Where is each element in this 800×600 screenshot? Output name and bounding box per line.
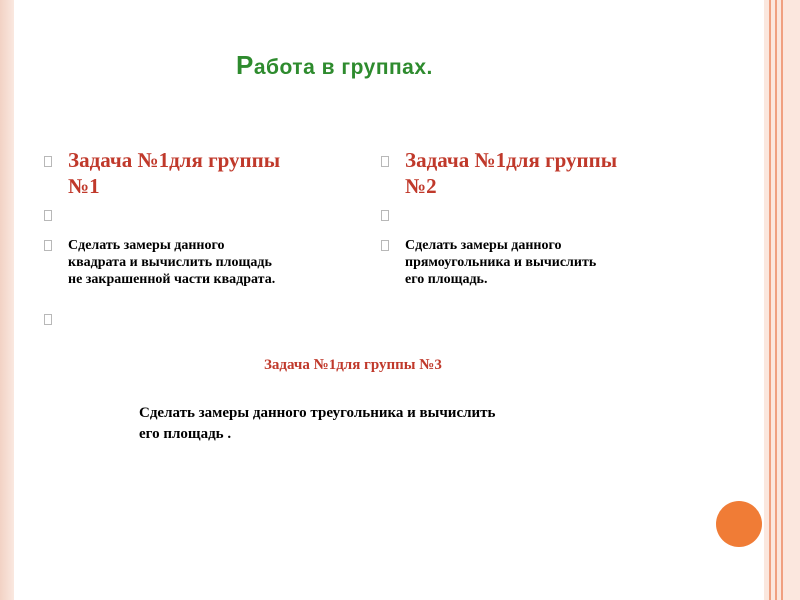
slide-title-first-letter: Р [236,50,254,80]
bullet-icon [44,156,52,167]
group3-task [139,403,495,445]
bullet-icon [381,210,389,221]
group3-task-line2: его площадь . [139,426,232,442]
group3-heading: Задача №1для группы №3 [264,357,442,373]
group1-heading-line2: №1 [68,174,100,198]
group2-heading-line2: №2 [405,174,437,198]
group1-task-line2: квадрата и вычислить площадь [68,255,272,270]
bullet-icon [44,314,52,325]
group2-task-line1: Сделать замеры данного [405,238,562,253]
group2-task-line3: его площадь. [405,272,488,287]
group2-task-line2: прямоугольника и вычислить [405,255,597,270]
slide-title [236,50,433,81]
frame-line [775,0,777,600]
group1-task-line1: Сделать замеры данного [68,238,225,253]
group1-task-line3: не закрашенной части квадрата. [68,272,276,287]
bullet-icon [381,240,389,251]
group2-heading-line1: Задача №1для группы [405,148,618,172]
frame-line [769,0,771,600]
left-frame-band [0,0,14,600]
bullet-icon [44,240,52,251]
bullet-icon [381,156,389,167]
bullet-icon [44,210,52,221]
decorative-orange-circle [716,501,762,547]
group3-task-line1: Сделать замеры данного треугольника и вычислить [139,405,496,421]
group1-heading-line1: Задача №1для группы [68,148,281,172]
slide-title-rest: абота в группах. [253,56,433,79]
frame-line [781,0,783,600]
